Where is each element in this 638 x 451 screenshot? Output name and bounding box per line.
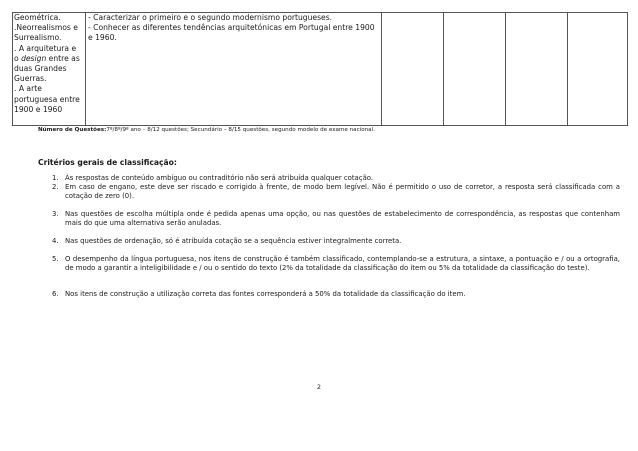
questions-note [38,127,375,134]
note-text: 7º/8º/9º ano – 8/12 questões; Secundário – 8/15 questões, segundo modelo de exame nacional. [106,127,375,133]
cell-line: Geométrica. [14,13,61,22]
table-cell [13,13,85,115]
item-text: Nas questões de ordenação, só é atribuída cotação se a sequência estiver integralmente correta. [65,237,402,245]
cell-line: portuguesa entre [14,94,80,104]
cell-line: 1900 e 1960 [14,104,63,114]
cell-line: . A arte [14,84,42,94]
item-number: 5. [52,255,59,263]
cell-line: .Neorrealismos e [14,23,78,33]
page-number: 2 [316,383,322,391]
note-label: Número de Questões: [38,127,107,133]
item-text: Às respostas de conteúdo ambíguo ou contraditório não será atribuída qualquer cotação. [65,174,374,182]
table-cell [86,13,381,44]
table-column-content [13,13,86,125]
item-number: 4. [52,237,59,245]
table-column-objectives [86,13,382,125]
cell-line: . A arquitetura e [14,43,77,53]
item-number: 2. [52,183,59,191]
item-number: 3. [52,210,59,218]
criteria-heading: Critérios gerais de classificação: [38,158,177,167]
item-number: 1. [52,174,59,182]
cell-line: - Conhecer as diferentes tendências arquitetónicas em Portugal entre 1900 e 1960. [88,23,375,43]
item-text: O desempenho da língua portuguesa, nos itens de construção é também classificado, contemplando-se a estrutura, a sintaxe, a pontuação e / ou a ortografia, de modo a garantir a inteligibilidade e / ou o sentido do texto (2% da totalidade da classificação do item ou 5% da totalidade da classificação do teste). [65,255,620,273]
table-column-empty [444,13,506,125]
cell-line: Surrealismo. [14,33,62,43]
curriculum-table [12,12,628,126]
item-text: Nas questões de escolha múltipla onde é pedida apenas uma opção, ou nas questões de estabelecimento de correspondência, as respostas que contenham mais do que uma alternativa serão anuladas. [65,210,620,228]
cell-line: - Caracterizar o primeiro e o segundo modernismo portugueses. [88,13,333,22]
item-text: Nos itens de construção a utilização correta das fontes corresponderá a 50% da totalidade da classificação do item. [65,290,466,298]
cell-line: o design entre as [14,53,80,63]
item-text: Em caso de engano, este deve ser riscado e corrigido à frente, de modo bem legível. Não é permitido o uso de corretor, a resposta será classificada com a cotação de zero (0). [65,183,620,201]
table-column-empty [568,13,629,125]
table-column-empty [382,13,444,125]
cell-line: Guerras. [14,74,47,84]
italic-word: design [21,53,47,63]
cell-line: duas Grandes [14,64,67,74]
table-column-empty [506,13,568,125]
item-number: 6. [52,290,59,298]
